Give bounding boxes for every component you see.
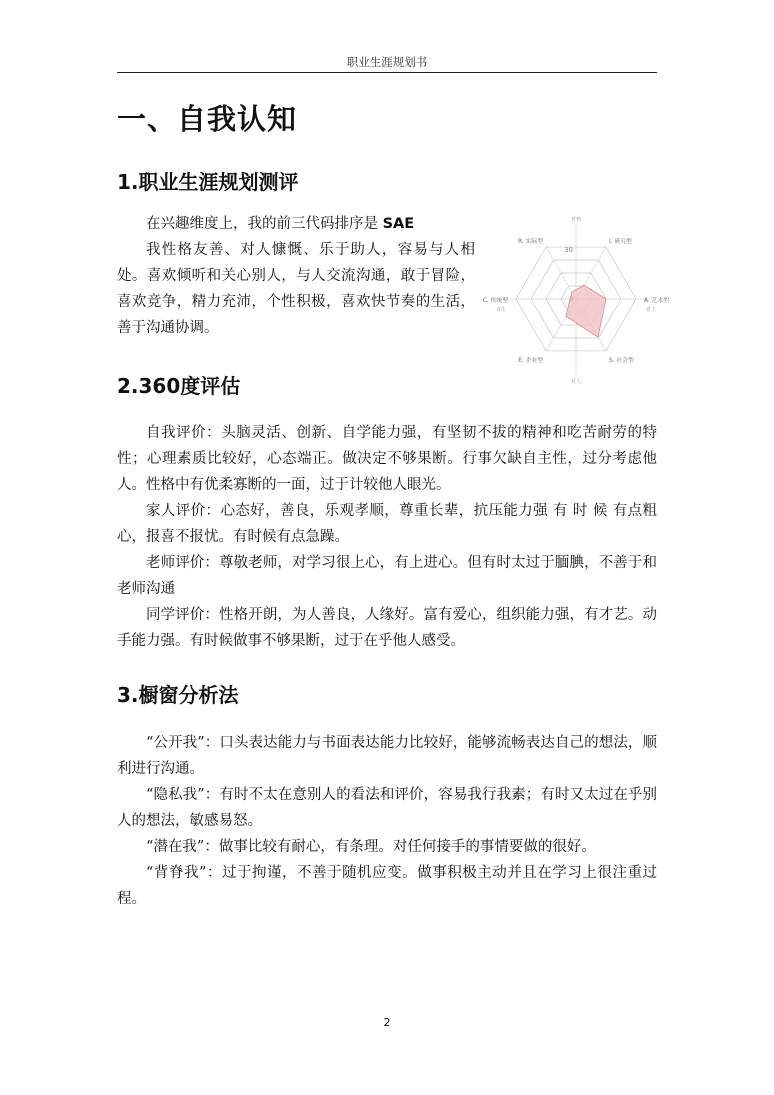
radar-tick-label: 0 bbox=[569, 296, 573, 303]
holland-radar-chart bbox=[480, 212, 672, 384]
teacher-evaluation: 老师评价：尊敬老师，对学习很上心，有上进心。但有时太过于腼腆，不善于和老师沟通 bbox=[117, 555, 657, 597]
subsection-title-window: 3.橱窗分析法 bbox=[117, 683, 239, 707]
interest-code-prefix: 在兴趣维度上，我的前三代码排序是 bbox=[146, 216, 378, 232]
assessment-text bbox=[117, 211, 475, 341]
interest-code: SAE bbox=[382, 216, 415, 232]
window-analysis-text bbox=[117, 730, 657, 912]
radar-category-label: S. 社会型 bbox=[609, 358, 634, 365]
evaluation-360-text bbox=[117, 420, 657, 654]
private-self: “隐私我”：有时不太在意别人的看法和评价，容易我行我素；有时又太过在乎别人的想法，敏感易怒。 bbox=[117, 787, 657, 829]
potential-self: “潜在我”：做事比较有耐心，有条理。对任何接手的事情要做的很好。 bbox=[146, 839, 596, 855]
radar-tick-label: 30 bbox=[564, 246, 573, 254]
radar-category-label: A. 艺术型 bbox=[644, 298, 669, 304]
interest-code-paragraph bbox=[117, 211, 475, 237]
radar-outer-label: 喜生 bbox=[495, 307, 506, 313]
radar-outer-label: 喜主 bbox=[646, 307, 657, 313]
radar-outer-label: 对人 bbox=[570, 379, 582, 384]
running-header: 职业生涯规划书 bbox=[346, 55, 428, 69]
header-divider bbox=[117, 72, 657, 73]
page-number: 2 bbox=[383, 1016, 391, 1029]
personality-paragraph: 我性格友善、对人慷慨、乐于助人，容易与人相处。喜欢倾听和关心别人，与人交流沟通，敢于冒险，喜欢竞争，精力充沛，个性积极，喜欢快节奏的生活，善于沟通协调。 bbox=[117, 242, 475, 336]
blind-self: “背脊我”：过于拘谨，不善于随机应变。做事积极主动并且在学习上很注重过程。 bbox=[117, 865, 657, 907]
subsection-title-assessment: 1.职业生涯规划测评 bbox=[117, 170, 299, 194]
radar-category-label: I. 研究型 bbox=[609, 238, 632, 245]
radar-category-label: C. 传统型 bbox=[482, 298, 508, 304]
classmate-evaluation: 同学评价：性格开朗，为人善良，人缘好。富有爱心，组织能力强，有才艺。动手能力强。有时候做事不够果断，过于在乎他人感受。 bbox=[117, 607, 657, 649]
radar-outer-label: 对物 bbox=[570, 217, 582, 223]
family-evaluation: 家人评价：心态好，善良，乐观孝顺，尊重长辈，抗压能力强 有 时 候 有点粗心，报喜不报忧。有时候有点急躁。 bbox=[117, 503, 657, 545]
radar-data-area bbox=[566, 285, 606, 337]
subsection-title-360: 2.360度评估 bbox=[117, 374, 241, 398]
open-self: “公开我”：口头表达能力与书面表达能力比较好，能够流畅表达自己的想法，顺利进行沟通。 bbox=[117, 735, 657, 777]
radar-category-label: R. 实际型 bbox=[518, 238, 543, 245]
self-evaluation: 自我评价：头脑灵活、创新、自学能力强，有坚韧不拔的精神和吃苦耐劳的特性；心理素质比较好，心态端正。做决定不够果断。行事欠缺自主性，过分考虑他人。性格中有优柔寡断的一面，过于计较他人眼光。 bbox=[117, 425, 657, 493]
section-title: 一、自我认知 bbox=[117, 102, 298, 136]
radar-category-label: E. 企业型 bbox=[518, 358, 543, 365]
